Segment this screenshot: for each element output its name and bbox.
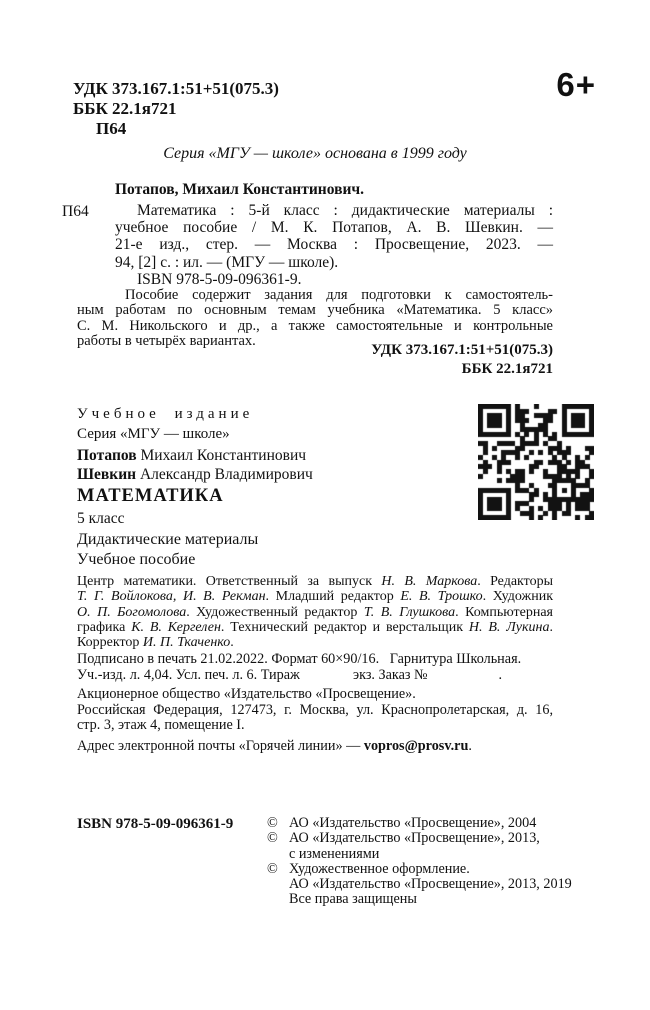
text-line: Центр математики. Ответственный за выпуск Н. В. Маркова. Редакторы xyxy=(77,574,553,589)
copyright-symbol xyxy=(267,847,289,862)
subtitle-materials: Дидактические материалы xyxy=(77,531,259,548)
grade-label: 5 класс xyxy=(77,510,125,527)
text-line: стр. 3, этаж 4, помещение I. xyxy=(77,717,245,734)
copyright-row xyxy=(267,847,577,862)
catalog-author-sign: П64 xyxy=(62,203,89,220)
copyright-symbol xyxy=(267,892,289,907)
staff-credits xyxy=(77,574,553,650)
bbk-code: ББК 22.1я721 xyxy=(73,99,177,118)
copyright-row xyxy=(267,831,577,846)
copyright-symbol: © xyxy=(267,815,278,831)
text-line: Математика : 5-й класс : дидактические материалы : xyxy=(137,202,553,219)
book-title: МАТЕМАТИКА xyxy=(77,486,224,506)
text-line: Уч.-изд. л. 4,04. Усл. печ. л. 6. Тираж экз. Заказ № . xyxy=(77,666,503,683)
classification-codes-repeat xyxy=(77,341,553,378)
text-line: 21-е изд., стер. — Москва : Просвещение, 2023. — xyxy=(115,236,553,254)
author-fullnames xyxy=(77,447,313,484)
text-line: Российская Федерация, 127473, г. Москва, ул. Краснопролетарская, д. 16, xyxy=(77,701,553,718)
copyright-row xyxy=(267,877,577,892)
classification-codes xyxy=(73,79,279,139)
text-line: Корректор И. П. Ткаченко. xyxy=(77,635,234,651)
qr-code xyxy=(478,404,594,520)
text-line: учебное пособие / М. К. Потапов, А. В. Шевкин. — xyxy=(115,219,553,237)
hotline-email-line: Адрес электронной почты «Горячей линии» — vopros@prosv.ru. xyxy=(77,738,472,754)
text-line: Т. Г. Войлокова, И. В. Рекман. Младший редактор Е. В. Трошко. Художник xyxy=(77,589,553,605)
edition-type: Учебное издание xyxy=(77,406,254,422)
isbn-footer: ISBN 978-5-09-096361-9 xyxy=(77,816,234,832)
copyright-text: АО «Издательство «Просвещение», 2013, xyxy=(289,830,540,847)
text-line: Подписано в печать 21.02.2022. Формат 60×90/16. Гарнитура Школьная. xyxy=(77,651,522,667)
copyright-text: с изменениями xyxy=(289,845,380,862)
text-line: работы в четырёх вариантах. xyxy=(77,332,256,349)
udk-code-repeat: УДК 373.167.1:51+51(075.3) xyxy=(371,342,553,358)
text-line: Шевкин Александр Владимирович xyxy=(77,465,313,483)
text-line: Акционерное общество «Издательство «Просвещение». xyxy=(77,686,416,702)
copyright-text: АО «Издательство «Просвещение», 2013, 2019 xyxy=(289,876,572,893)
publisher-address xyxy=(77,687,553,734)
text-line: С. М. Никольского и др., а также самостоятельные и контрольные xyxy=(77,317,553,334)
copyright-text: Все права защищены xyxy=(289,891,417,908)
subtitle-manual: Учебное пособие xyxy=(77,551,196,568)
copyright-row xyxy=(267,862,577,877)
copyright-row xyxy=(267,892,577,907)
series-note: Серия «МГУ — школе» основана в 1999 году xyxy=(163,145,467,162)
udk-code: УДК 373.167.1:51+51(075.3) xyxy=(73,79,279,98)
text-line: ным работам по основным темам учебника «Математика. 5 класс» xyxy=(77,302,553,319)
print-details xyxy=(77,652,553,683)
catalog-author-heading: Потапов, Михаил Константинович. xyxy=(115,181,364,198)
copyright-row xyxy=(267,816,577,831)
bbk-code-repeat: ББК 22.1я721 xyxy=(461,360,553,377)
author-sign: П64 xyxy=(96,119,127,138)
text-line: Пособие содержит задания для подготовки к самостоятель- xyxy=(125,287,553,303)
copyright-list xyxy=(267,816,577,908)
age-rating-badge: 6+ xyxy=(556,66,596,103)
text-line: графика К. В. Кергелен. Технический редактор и верстальщик Н. В. Лукина. xyxy=(77,619,553,635)
copyright-symbol: © xyxy=(267,830,278,847)
text-line: О. П. Богомолова. Художественный редактор Т. В. Глушкова. Компьютерная xyxy=(77,604,553,620)
copyright-text: Художественное оформление. xyxy=(289,860,470,877)
copyright-text: АО «Издательство «Просвещение», 2004 xyxy=(289,815,537,831)
text-line: Потапов Михаил Константинович xyxy=(77,447,307,464)
text-line: 94, [2] с. : ил. — (МГУ — школе). xyxy=(115,253,339,271)
copyright-symbol: © xyxy=(267,860,278,877)
annotation xyxy=(77,288,553,349)
catalog-description xyxy=(115,202,553,271)
copyright-symbol xyxy=(267,877,289,892)
isbn-line: ISBN 978-5-09-096361-9. xyxy=(137,271,302,288)
edition-series: Серия «МГУ — школе» xyxy=(77,426,230,442)
